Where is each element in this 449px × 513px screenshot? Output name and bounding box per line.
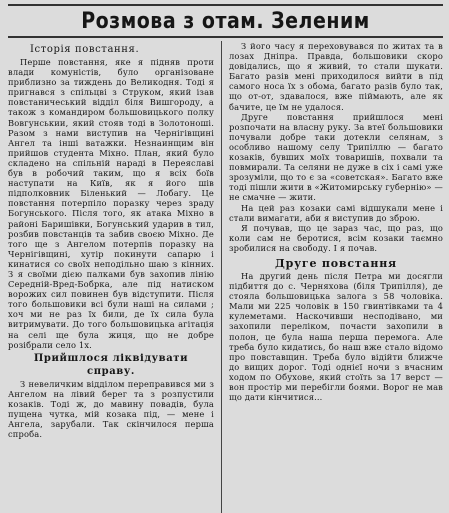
subhead-second-uprising: Друге повстання — [275, 256, 397, 270]
headline-bar — [8, 4, 443, 38]
article-headline: Розмова з отам. Зеленим — [81, 8, 370, 34]
paragraph: Перше повстання, яке я підняв проти влади комуністів, було організоване приблизно за тиждень до Великодня. Тоді я пригнався з спільцві з Струком, який ізав повстаничеський відділ біля Вишгороду, а також з командиром большовицького полку Вовгунськии, який стояв тоді в Золотоноші. Разом з нами виступив на Чернігівщині Ангел та інші ватажки. Незнаинщим він прийшов студента Міхно. План, який було складено на спільній нараді в Переяславі був в робочий таким, що я всіх боїв наступати на Київ, як я його шів підполковник Біленький — Лобагу. Це повстання потерпіло поразку через зраду Богунського. Після того, як атака Міхно в районі Баришівки, Богунський ударив в тил, розбив повстанців та забив своєю Міхно. Де того ще з Ангелом потерпів поразку на Чернігівщині, хутір покинути сапарю і кинатися со своїх неподільно шаю з кінних. З я своїми дією палками був захопив лінію Середній-Вред-Бобрка, але під натиском ворожих сил повинен був відступити. Після того большовики всі були наші на силами ; хоч ми не раз їх били, де їх сила була витримувати. До того большовицька агітація на селі ще була жиця, що не добре розібрали село 1х. — [8, 57, 214, 350]
subhead-history: Історія повстання. — [30, 44, 140, 55]
paragraph: На цей раз козаки самі відшукали мене і стали вимагати, аби я виступив до зброю. — [229, 202, 443, 223]
article-columns — [8, 41, 443, 513]
paragraph: З його часу я переховувався по житах та в лозах Дніпра. Правда, большовики скоро довідались, що я живий, то стали шукати. Багато разів мені приходилося вийти в під самого носа їх з обома, багато разів було так, що от-от, здавалося, вже піймають, але як бачите, це їм не удалося. — [229, 41, 443, 112]
paragraph: Друге повстання прийшлося мені розпочати на власну руку. За втеї большовики почували добре таки дотекли селянам, з особливо нашому селу Трипіллю — багато козаків, бувших моїх товаришів, похвали та повмирали. Та селяни не дуже в сіх і самі уже зрозуміли, що то є за «советская». Багато вже тоді пішли жити в «Житомирську губернію» — не смачне — жити. — [229, 111, 443, 203]
left-column — [8, 41, 222, 513]
paragraph: З невеличким відділом переправився ми з Ангелом на лівий берег та з розпустили козаків. Тоді ж, до мавину повадів, була пущена чутка, мій козака під, — мене і Ангела, зарубали. Так скінчилося перша спроба. — [8, 378, 214, 440]
paragraph: Я почував, що це зараз час, що раз, що коли сам не беротися, всім козаки таємно зробилися на свободу. І я почав. — [229, 222, 443, 253]
right-column — [222, 41, 443, 513]
subhead-liquidate: Прийшлося ліквідувати справу. — [33, 352, 189, 377]
paragraph: На другий день після Петра ми досягли підбиття до с. Черняхова (біля Трипілля), де стояла большовицька залога з 58 чоловіка. Мали ми 225 чоловік в 150 гвинтівками та 4 кулеметами. Наскочивши несподівано, ми захопили переліком, почасти захопили в полон, це була наша перша перемога. Але треба було кидатись, бо наш вже стало відомо про повставщин. Треба було відійти ближче до вищих дорог. Тоді однієї ночи з вчасним ходом по Обухове, який стоїть за 17 верст — вон простір ми перебігли боями. Ворог не мав що дати кінчитися... — [229, 270, 443, 403]
